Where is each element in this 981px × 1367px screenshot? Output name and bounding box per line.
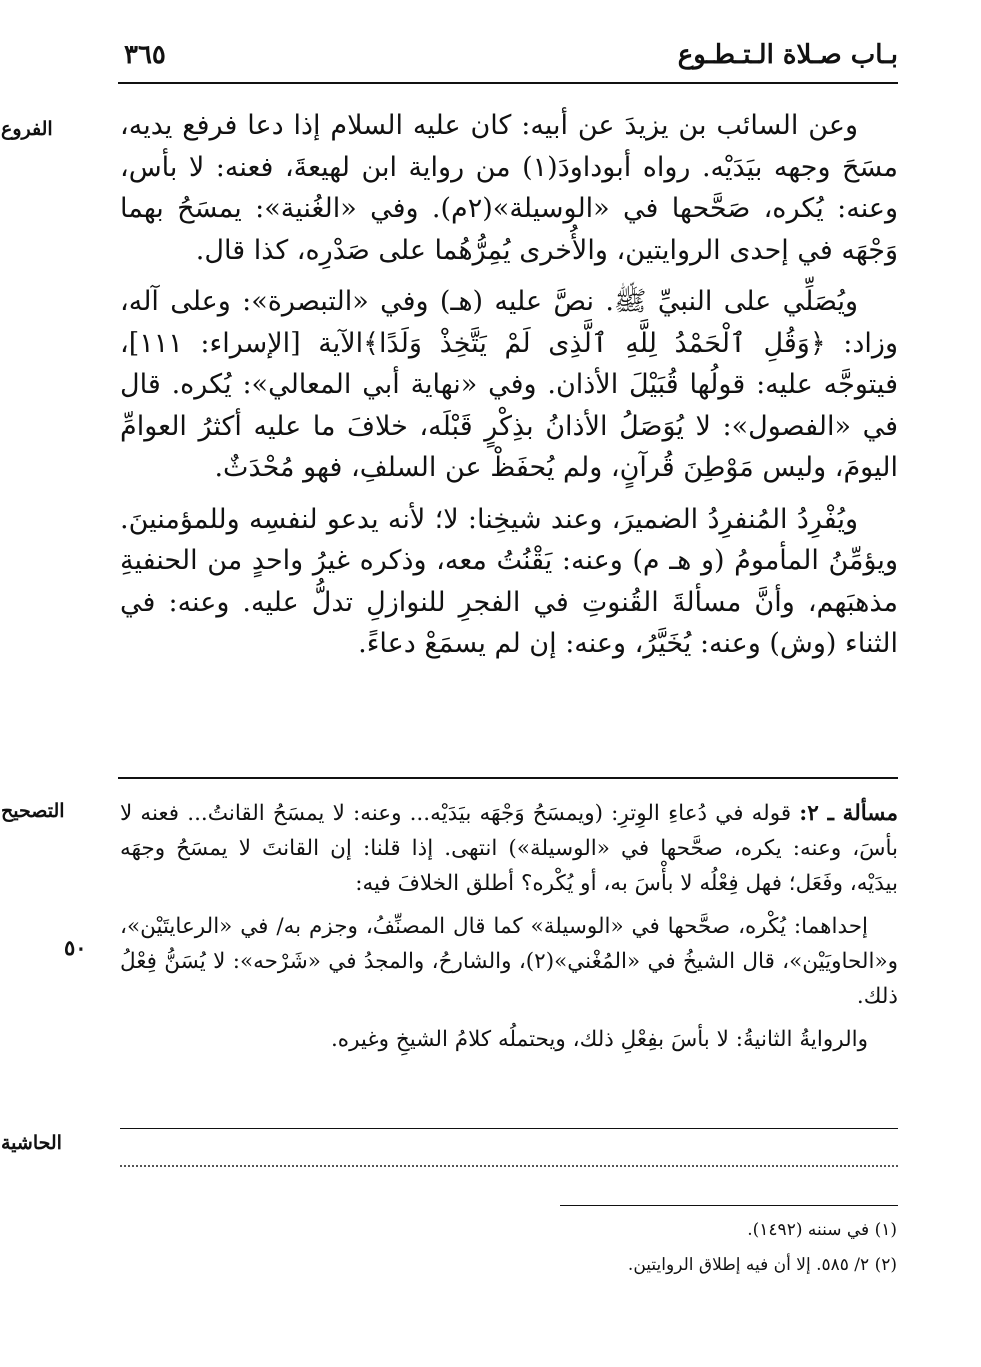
- running-header: [118, 38, 898, 84]
- tasheeh-heading: مسألة ـ ٢:: [799, 801, 898, 826]
- tasheeh-text: [120, 796, 898, 1065]
- tasheeh-paragraph-2: إحداهما: يُكْره، صحَّحها في «الوسيلة» كما قال المصنِّفُ، وجزم به/ في «الرعايتَيْن»، و«الحاويَيْن»، قال الشيخُ في «المُغْني»(٢)، والشارحُ، والمجدُ في «شَرْحه»: لا يُسَنُّ فِعْلُ ذلك.: [120, 914, 898, 1009]
- margin-line-number: ٥٠: [64, 935, 87, 960]
- tasheeh-paragraph-1-body: قوله في دُعاءِ الوِترِ: (ويمسَحُ وَجْهَه بيَدَيْه... وعنه: لا يمسَحُ القانتُ... فعنه لا بأسَ، وعنه: يكره، صحَّحها في «الوسيلة») انتهى. إذا قلنا: إن القانتَ لا يمسَحُ وجهَه بيدَيْه، وفَعَل؛ فهل فِعْلُه لا بأْسَ به، أو يُكْره؟ أطلق الخلافَ فيه:: [120, 801, 898, 896]
- footnote-rule: [560, 1205, 898, 1206]
- margin-label-tasheeh: التصحيح: [1, 800, 65, 822]
- tasheeh-paragraph-1: [120, 796, 898, 901]
- hashiya-rule: [120, 1128, 898, 1129]
- footnote-2: (٢) ٢/ ٥٨٥. إلا أن فيه إطلاق الروايتين.: [627, 1255, 897, 1275]
- hashiya-dotted-line: [120, 1165, 898, 1167]
- main-paragraph-1: وعن السائب بن يزيدَ عن أبيه: كان عليه السلام إذا دعا فرفع يديه، مسَحَ وجهه بيَدَيْه. رواه أبوداودَ(١) من رواية ابن لهيعةَ، فعنه: لا بأس، وعنه: يُكره، صَحَّحها في «الوسيلة»(٢م). وفي «الغُنية»: يمسَحُ بهما وَجْهَه في إحدى الروايتين، والأُخرى يُمِرُّهُما على صَدْرِه، كذا قال.: [120, 110, 898, 266]
- main-paragraph-2: ويُصَلِّي على النبيِّ ﷺ. نصَّ عليه (هـ) وفي «التبصرة»: وعلى آله، وزاد: ﴿وَقُلِ ٱلْحَمْدُ لِلَّهِ ٱلَّذِى لَمْ يَتَّخِذْ وَلَدًا﴾الآية [الإسراء: ١١١]، فيتوجَّه عليه: قولُها قُبَيْلَ الأذان. وفي «نهاية أبي المعالي»: يُكره. قال في «الفصول»: لا يُوَصَلُ الأذانُ بذِكْرٍ قَبْلَه، خلافَ ما عليه أكثرُ العوامِّ اليومَ، وليس مَوْطِنَ قُرآنٍ، ولم يُحفَظْ عن السلفِ، فهو مُحْدَثٌ.: [120, 286, 898, 483]
- chapter-title: بـاب صـلاة الـتـطـوع: [677, 40, 898, 70]
- page-number: ٣٦٥: [124, 40, 166, 70]
- main-text: [120, 105, 898, 675]
- section-divider: [118, 777, 898, 779]
- tasheeh-paragraph-3: والروايةُ الثانيةُ: لا بأسَ بفِعْلِ ذلك، ويحتملُه كلامُ الشيخِ وغيره.: [330, 1027, 868, 1052]
- margin-label-hashiya: الحاشية: [1, 1132, 62, 1154]
- margin-label-furu: الفروع: [1, 118, 53, 140]
- footnote-1: (١) في سننه (١٤٩٢).: [747, 1220, 897, 1240]
- main-paragraph-3: ويُفْرِدُ المُنفرِدُ الضميرَ، وعند شيخِنا: لا؛ لأنه يدعو لنفسِه وللمؤمنينَ. ويؤمِّنُ المأمومُ (و هـ م) وعنه: يَقْنُتُ معه، وذكره غيرُ واحدٍ من الحنفيةِ مذهبَهم، وأنَّ مسألةَ القُنوتِ في الفجرِ للنوازلِ تدلُّ عليه. وعنه: في الثناء (وش) وعنه: يُخَيَّرُ، وعنه: إن لم يسمَعْ دعاءً.: [120, 503, 898, 659]
